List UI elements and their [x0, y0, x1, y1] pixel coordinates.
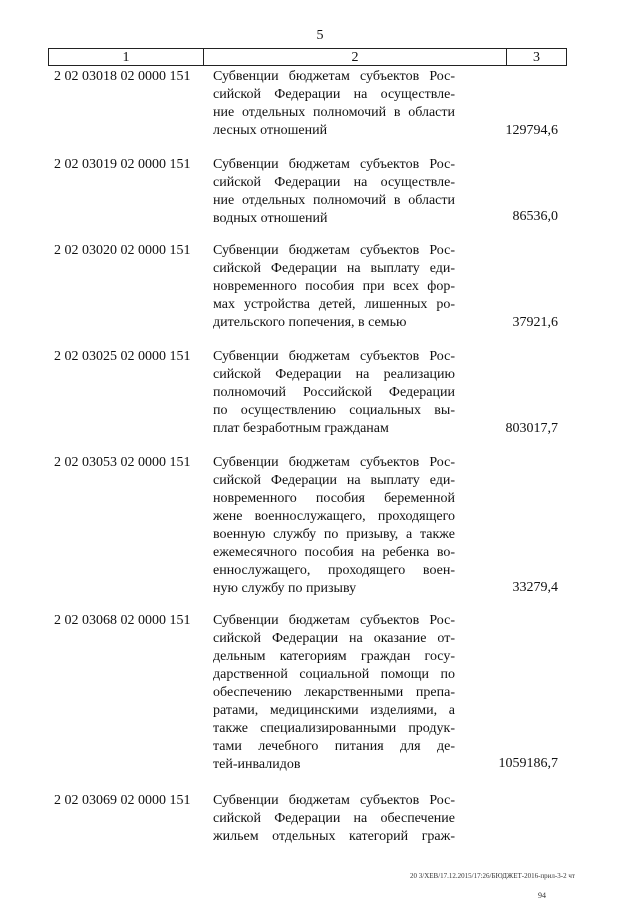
description-line: дарственной социальной помощи по: [213, 667, 455, 682]
row-description: [213, 792, 455, 846]
description-line: сийской Федерации на реализацию: [213, 367, 455, 382]
footer-mark: 94: [538, 891, 546, 900]
budget-code: 2 02 03025 02 0000 151: [54, 349, 191, 364]
description-line: новременного пособия при всех фор-: [213, 279, 455, 294]
description-line: мах устройства детей, лишенных ро-: [213, 297, 455, 312]
description-line: сийской Федерации на выплату еди-: [213, 473, 455, 488]
description-line: ратами, медицинскими изделиями, а: [213, 703, 455, 718]
description-line: военную службу по призыву, а также: [213, 527, 455, 542]
budget-code: 2 02 03020 02 0000 151: [54, 243, 191, 258]
description-line: по осуществлению социальных вы-: [213, 403, 455, 418]
description-line: также специализированными продук-: [213, 721, 455, 736]
amount: 129794,6: [505, 123, 558, 138]
description-line: плат безработным гражданам: [213, 421, 389, 436]
description-line: ние отдельных полномочий в области: [213, 193, 455, 208]
budget-code: 2 02 03018 02 0000 151: [54, 69, 191, 84]
header-col-2: 2: [204, 49, 507, 65]
row-description: [213, 156, 455, 228]
description-line: жене военнослужащего, проходящего: [213, 509, 455, 524]
row-description: [213, 454, 455, 598]
description-line: сийской Федерации на осуществле-: [213, 87, 455, 102]
row-description: [213, 68, 455, 140]
description-line: полномочий Российской Федерации: [213, 385, 455, 400]
description-line: тей-инвалидов: [213, 757, 301, 772]
description-line: лесных отношений: [213, 123, 328, 138]
description-line: новременного пособия беременной: [213, 491, 455, 506]
amount: 37921,6: [512, 315, 558, 330]
budget-code: 2 02 03069 02 0000 151: [54, 793, 191, 808]
description-line: сийской Федерации на обеспечение: [213, 811, 455, 826]
description-line: Субвенции бюджетам субъектов Рос-: [213, 157, 455, 172]
footer-file-stamp: 20 3/ХЕВ/17.12.2015/17:26/БЮДЖЕТ-2016-прил-3-2 чт: [410, 872, 575, 880]
page-number: 5: [316, 28, 324, 43]
budget-code: 2 02 03019 02 0000 151: [54, 157, 191, 172]
row-description: [213, 612, 455, 774]
description-line: дельным категориям граждан госу-: [213, 649, 455, 664]
budget-code: 2 02 03068 02 0000 151: [54, 613, 191, 628]
description-line: Субвенции бюджетам субъектов Рос-: [213, 69, 455, 84]
description-line: Субвенции бюджетам субъектов Рос-: [213, 243, 455, 258]
description-line: обеспечению лекарственными препа-: [213, 685, 455, 700]
amount: 33279,4: [512, 580, 558, 595]
description-line: водных отношений: [213, 211, 328, 226]
description-line: дительского попечения, в семью: [213, 315, 407, 330]
amount: 86536,0: [512, 209, 558, 224]
header-col-3: 3: [533, 50, 540, 65]
description-line: жильем отдельных категорий граж-: [213, 829, 455, 844]
amount: 803017,7: [505, 421, 558, 436]
description-line: еннослужащего, проходящего воен-: [213, 563, 455, 578]
description-line: сийской Федерации на выплату еди-: [213, 261, 455, 276]
amount: 1059186,7: [498, 756, 558, 771]
description-line: Субвенции бюджетам субъектов Рос-: [213, 349, 455, 364]
description-line: Субвенции бюджетам субъектов Рос-: [213, 613, 455, 628]
description-line: Субвенции бюджетам субъектов Рос-: [213, 793, 455, 808]
description-line: Субвенции бюджетам субъектов Рос-: [213, 455, 455, 470]
description-line: ние отдельных полномочий в области: [213, 105, 455, 120]
table-header: [48, 48, 567, 66]
header-col-1: 1: [49, 49, 204, 65]
budget-code: 2 02 03053 02 0000 151: [54, 455, 191, 470]
description-line: тами лечебного питания для де-: [213, 739, 455, 754]
description-line: сийской Федерации на оказание от-: [213, 631, 455, 646]
description-line: сийской Федерации на осуществле-: [213, 175, 455, 190]
description-line: ежемесячного пособия на ребенка во-: [213, 545, 455, 560]
description-line: ную службу по призыву: [213, 581, 357, 596]
row-description: [213, 348, 455, 438]
row-description: [213, 242, 455, 332]
